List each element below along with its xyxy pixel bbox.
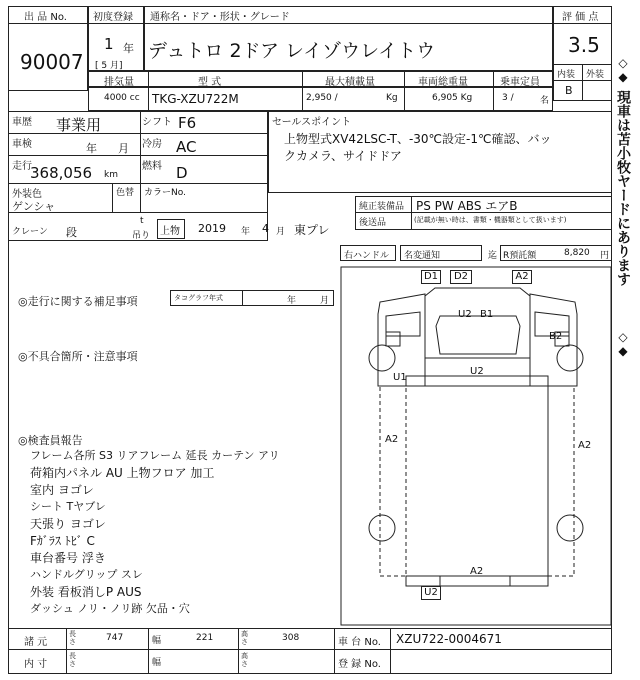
- damage-mark: A2: [512, 270, 532, 284]
- exterior-grade-box: [582, 80, 612, 101]
- upper-month: 4: [262, 222, 269, 235]
- shift-value: F6: [178, 114, 197, 132]
- width-value: 221: [196, 633, 214, 643]
- upper-year-unit: 年: [241, 227, 251, 237]
- inspector-line: 天張り ヨゴレ: [30, 517, 106, 531]
- damage-mark: U2: [470, 366, 484, 377]
- equipment-value: PS PW ABS エアB: [416, 199, 518, 213]
- handle-value: 右ハンドル: [344, 251, 390, 261]
- footer-row-1: [8, 628, 612, 650]
- model-name: デュトロ 2ドア レイゾウレイトウ: [148, 40, 436, 62]
- length-value: 747: [106, 633, 124, 643]
- length-label-2: 長さ: [69, 652, 76, 668]
- damage-mark: B2: [549, 331, 563, 342]
- displacement-label: 排気量: [104, 77, 134, 88]
- side-diamond-top: ◇◆: [616, 56, 630, 84]
- lot-no: 90007: [20, 50, 84, 74]
- inspector-title: ◎検査員報告: [18, 434, 83, 447]
- upper-month-unit: 月: [276, 227, 286, 237]
- mileage-unit: km: [104, 170, 118, 180]
- inspector-lines: [30, 447, 340, 617]
- height-label-2: 高さ: [241, 652, 248, 668]
- dims-label: 諸 元: [24, 637, 48, 648]
- interior-label: 内装: [557, 70, 576, 80]
- crane-tsuri: 吊り: [132, 231, 151, 241]
- mileage-label: 走行: [12, 161, 32, 172]
- model-label: 通称名・ドア・形状・グレード: [150, 12, 290, 23]
- inspector-line: 室内 ヨゴレ: [30, 483, 94, 497]
- upper-maker: 東プレ: [294, 223, 330, 237]
- damage-mark: B1: [480, 309, 494, 320]
- tacho-month-unit: 月: [320, 296, 330, 306]
- interior-grade: B: [565, 84, 573, 97]
- aftermarket-note: (記載が無い時は、書類・機器類として扱います): [414, 216, 567, 224]
- mileage-change-label: 名変通知: [404, 251, 441, 261]
- max-load-value: 2,950 /: [306, 93, 338, 103]
- interior-dims-label: 内 寸: [24, 659, 48, 670]
- fuel-value: D: [176, 164, 188, 182]
- displacement-value: 4000 cc: [104, 93, 140, 103]
- ext-color-label: 外装色: [12, 189, 42, 200]
- rating-label: 評 価 点: [562, 12, 599, 23]
- chassis-label: 車 台 No.: [338, 637, 381, 648]
- capacity-label: 乗車定員: [500, 77, 540, 88]
- recycle-unit: 円: [600, 251, 610, 261]
- first-reg-year-unit: 年: [123, 42, 134, 55]
- color-change-label: 色替: [116, 188, 135, 198]
- damage-mark: U1: [393, 372, 407, 383]
- type-value: TKG-XZU722M: [152, 92, 239, 106]
- exterior-label: 外装: [586, 70, 605, 80]
- color-no-label: カラーNo.: [144, 188, 186, 198]
- first-reg-year: 1: [104, 35, 114, 53]
- recycle-amount: 8,820: [564, 248, 590, 258]
- inspector-line: ハンドルグリップ スレ: [30, 568, 143, 581]
- rating-value: 3.5: [568, 33, 600, 57]
- damage-mark: U2: [458, 309, 472, 320]
- history-value: 事業用: [56, 116, 102, 134]
- first-reg-label: 初度登録: [93, 12, 133, 23]
- inspection-month-unit: 月: [118, 142, 129, 155]
- defect-title: ◎不具合箇所・注意事項: [18, 350, 138, 363]
- inspector-line: フレーム各所 S3 リアフレーム 延長 カーテン アリ: [30, 449, 280, 462]
- damage-mark: U2: [421, 586, 441, 600]
- crane-t: t: [140, 216, 144, 226]
- sales-text-line2: クカメラ、サイドドア: [284, 149, 402, 163]
- upper-year: 2019: [198, 222, 226, 235]
- height-label: 高さ: [241, 630, 248, 646]
- recycle-label: R預託額: [503, 251, 537, 261]
- ext-color-value: ゲンシャ: [12, 200, 56, 213]
- inspector-line: 外装 看板消しP AUS: [30, 585, 142, 599]
- capacity-unit: 名: [540, 96, 550, 106]
- inspector-line: Fｶﾞﾗｽ ﾄﾋﾞ C: [30, 534, 95, 548]
- footer-row-2: [8, 649, 612, 674]
- gross-weight-label: 車両総重量: [418, 77, 468, 88]
- max-load-unit: Kg: [386, 93, 398, 103]
- damage-mark: A2: [578, 440, 592, 451]
- length-label: 長さ: [69, 630, 76, 646]
- width-label-2: 幅: [152, 658, 162, 668]
- ac-value: AC: [176, 138, 197, 156]
- mileage-value: 368,056: [30, 164, 93, 182]
- ac-label: 冷房: [142, 139, 162, 150]
- history-label: 車歴: [12, 117, 32, 128]
- fy-label: 迄: [488, 251, 498, 261]
- tacho-label: タコグラフ年式: [174, 294, 223, 302]
- damage-mark: D2: [450, 270, 472, 284]
- upper-label: 上物: [160, 226, 180, 237]
- type-label: 型 式: [198, 77, 222, 88]
- width-label: 幅: [152, 636, 162, 646]
- tacho-year-unit: 年: [287, 296, 297, 306]
- reg-label: 登 録 No.: [338, 659, 381, 670]
- damage-mark: A2: [385, 434, 399, 445]
- inspector-line: シート Tヤブレ: [30, 500, 106, 513]
- sales-text-line1: 上物型式XV42LSC-T、-30℃設定-1℃確認、バッ: [284, 132, 552, 146]
- damage-mark: D1: [421, 270, 441, 284]
- first-reg-month: [ 5 月]: [95, 61, 123, 71]
- spec-label-row: [88, 71, 553, 87]
- damage-mark: A2: [470, 566, 484, 577]
- inspection-label: 車検: [12, 139, 32, 150]
- gross-weight-value: 6,905 Kg: [432, 93, 473, 103]
- aftermarket-label: 後送品: [359, 218, 387, 228]
- chassis-value: XZU722-0004671: [396, 632, 502, 646]
- height-value: 308: [282, 633, 300, 643]
- inspector-line: 車台番号 浮き: [30, 551, 106, 565]
- driving-title: ◎走行に関する補足事項: [18, 295, 138, 308]
- inspection-year-unit: 年: [86, 142, 97, 155]
- capacity-value: 3 /: [502, 93, 514, 103]
- max-load-label: 最大積載量: [325, 77, 375, 88]
- inspector-line: 荷箱内パネル AU 上物フロア 加工: [30, 466, 215, 480]
- equipment-label: 純正装備品: [359, 202, 405, 212]
- inspector-line: ダッシュ ノリ・ノリ跡 欠品・穴: [30, 602, 190, 615]
- side-diamond-bottom: ◇◆: [616, 330, 630, 358]
- side-banner-text: 現車は苫小牧ヤードにあります: [615, 90, 631, 286]
- shift-label: シフト: [142, 117, 172, 128]
- fuel-label: 燃料: [142, 161, 162, 172]
- sales-title: セールスポイント: [272, 117, 352, 128]
- crane-dan: 段: [66, 226, 77, 239]
- lot-no-label: 出 品 No.: [24, 12, 67, 23]
- crane-label: クレーン: [12, 227, 48, 237]
